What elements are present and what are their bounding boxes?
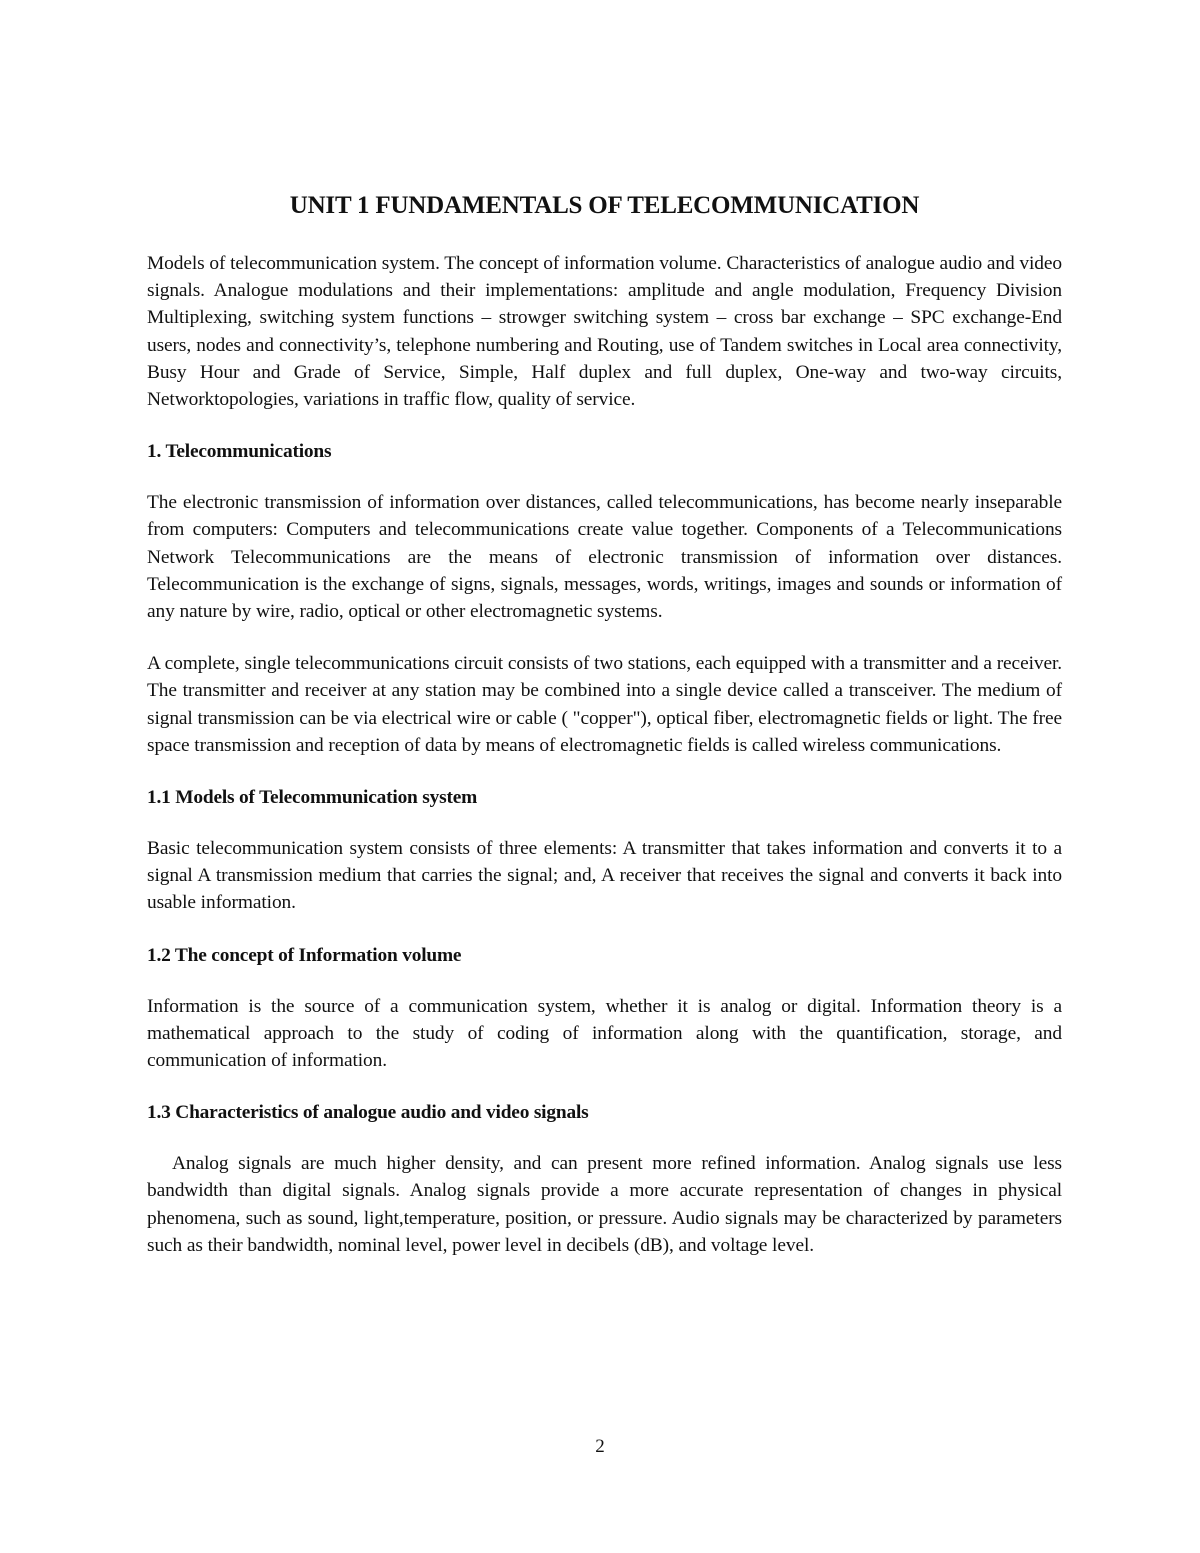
section-heading-information-volume: 1.2 The concept of Information volume (147, 944, 462, 966)
section-heading-analogue-signals: 1.3 Characteristics of analogue audio and video signals (147, 1102, 589, 1124)
section-heading-telecommunications: 1. Telecommunications (147, 441, 332, 463)
section-paragraph: The electronic transmission of information over distances, called telecommunications, has become nearly inseparable from computers: Computers and telecommunications create value together. Components of a Telecommunications Network Telecommunications are the means of electronic transmission of information over distances. Telecommunication is the exchange of signs, signals, messages, words, writings, images and sounds or information of any nature by wire, radio, optical or other electromagnetic systems. (147, 492, 1062, 623)
page-content (147, 188, 1062, 1284)
intro-paragraph: Models of telecommunication system. The concept of information volume. Characteristics of analogue audio and video signals. Analogue modulations and their implementations: amplitude and angle modulation, Frequency Division Multiplexing, switching system functions – strowger switching system – cross bar exchange – SPC exchange-End users, nodes and connectivity’s, telephone numbering and Routing, use of Tandem switches in Local area connectivity, Busy Hour and Grade of Service, Simple, Half duplex and full duplex, One-way and two-way circuits, Networktopologies, variations in traffic flow, quality of service. (147, 253, 1062, 411)
section-paragraph: Information is the source of a communication system, whether it is analog or digital. Information theory is a mathematical approach to the study of coding of information along with the quantification, storage, and communication of information. (147, 995, 1062, 1072)
section-paragraph: Basic telecommunication system consists of three elements: A transmitter that takes information and converts it to a signal A transmission medium that carries the signal; and, A receiver that receives the signal and converts it back into usable information. (147, 838, 1062, 914)
section-paragraph: A complete, single telecommunications circuit consists of two stations, each equipped with a transmitter and a receiver. The transmitter and receiver at any station may be combined into a single device called a transceiver. The medium of signal transmission can be via electrical wire or cable ( "copper"), optical fiber, electromagnetic fields or light. The free space transmission and reception of data by means of electromagnetic fields is called wireless communications. (147, 653, 1062, 756)
page-number: 2 (595, 1436, 605, 1457)
page-title: UNIT 1 FUNDAMENTALS OF TELECOMMUNICATION (289, 192, 920, 219)
section-paragraph: Analog signals are much higher density, and can present more refined information. Analog signals use less bandwidth than digital signals. Analog signals provide a more accurate representation of changes in physical phenomena, such as sound, light,temperature, position, or pressure. Audio signals may be characterized by parameters such as their bandwidth, nominal level, power level in decibels (dB), and voltage level. (147, 1153, 1062, 1256)
section-heading-models: 1.1 Models of Telecommunication system (147, 787, 478, 809)
